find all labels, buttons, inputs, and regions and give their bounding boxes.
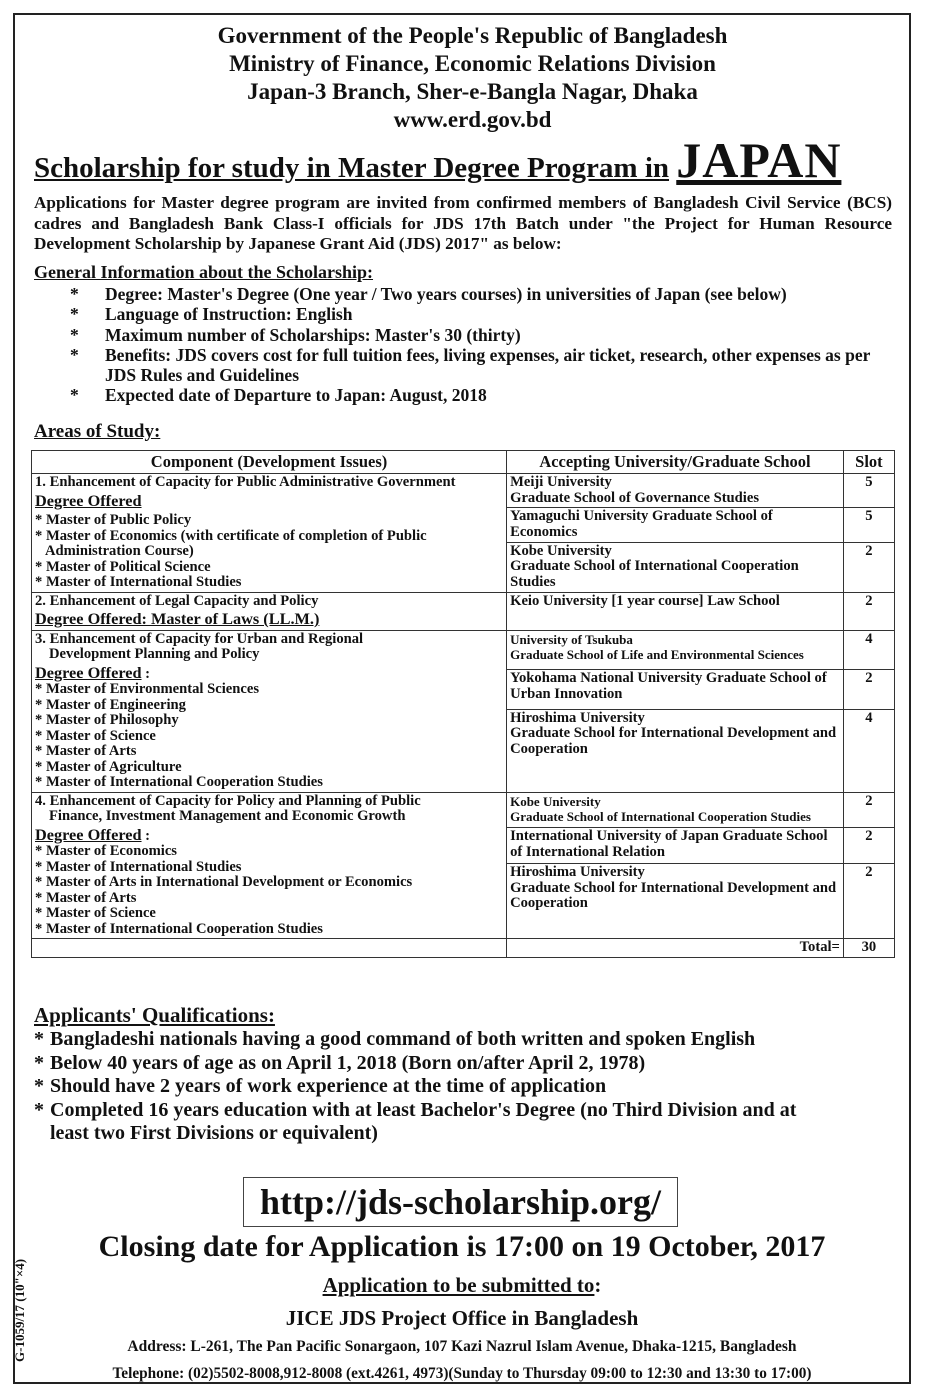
qualifications-list — [34, 1028, 894, 1146]
header-line-2: Ministry of Finance, Economic Relations Division — [229, 51, 716, 76]
total-label: Total= — [507, 939, 844, 958]
side-code: G-1059/17 (10"×4) — [12, 1258, 27, 1362]
component-title: 3. Enhancement of Capacity for Urban and Regional — [35, 630, 364, 647]
list-item: * Expected date of Departure to Japan: August, 2018 — [34, 385, 894, 405]
column-header: Component (Development Issues) — [32, 451, 507, 474]
qualification-item: Bangladeshi nationals having a good command of both written and spoken English — [50, 1028, 756, 1050]
slot-cell: 4 — [843, 709, 894, 792]
page-title — [34, 131, 894, 189]
degree-item: * Master of Engineering — [35, 696, 186, 713]
list-item: * Maximum number of Scholarships: Master's 30 (thirty) — [34, 325, 894, 345]
degree-item: * Master of Environmental Sciences — [35, 681, 260, 697]
degree-item: * Master of International Studies — [35, 574, 242, 590]
university-cell — [507, 709, 844, 792]
slot-cell: 2 — [843, 670, 894, 710]
component-title: 1. Enhancement of Capacity for Public Administrative Government — [35, 474, 456, 490]
intro-paragraph: Applications for Master degree program are invited from confirmed members of Bangladesh Civil Service (BCS) cadres and Bangladesh Bank Class-I officials for JDS 17th Batch under "the Project for Human Resource Development Scholarship by Japanese Grant Aid (JDS) 2017" as below: — [34, 193, 892, 253]
university-cell — [507, 670, 844, 710]
list-item: * Should have 2 years of work experience at the time of application — [34, 1075, 607, 1097]
general-list — [34, 284, 894, 406]
degree-label: Degree Offered — [35, 490, 142, 510]
degree-item: * Master of Arts — [35, 889, 137, 906]
degree-item: * Master of Science — [35, 905, 156, 921]
component-cell: 4. Enhancement of Capacity for Policy and Planning of Public Finance, Investment Management and Economic Growth Degree Offered : * Master of Economics * Master of International Studies * Master of Arts in International Development or Economics * Master of Arts * Master of Science * Master of International Cooperation Studies — [32, 792, 507, 939]
office-name: JICE JDS Project Office in Bangladesh — [285, 1306, 639, 1330]
component-cell — [32, 592, 507, 630]
degree-item: * Master of Science — [35, 727, 156, 744]
university-name: University of Tsukuba — [510, 631, 633, 647]
university-name: Hiroshima University — [510, 709, 645, 726]
qualification-item: Should have 2 years of work experience at the time of application — [50, 1075, 607, 1097]
school-name: Graduate School for International Development and Cooperation — [510, 879, 837, 911]
table-header-row — [32, 451, 895, 474]
degree-item: * Master of Economics — [35, 843, 177, 859]
total-row — [32, 939, 895, 958]
degree-item: * Master of Agriculture — [35, 758, 182, 775]
university-cell — [507, 792, 844, 828]
areas-table — [31, 450, 895, 958]
component-title-cont: Finance, Investment Management and Economic Growth — [49, 808, 406, 824]
school-name: Graduate School of Life and Environmental Sciences — [510, 647, 804, 662]
university-name: Hiroshima University — [510, 864, 645, 880]
degree-item: * Master of Political Science — [35, 558, 211, 575]
slot-cell: 2 — [843, 592, 894, 630]
slot-cell: 5 — [843, 508, 894, 542]
header-website: www.erd.gov.bd — [393, 107, 552, 132]
list-item: * Bangladeshi nationals having a good command of both written and spoken English — [34, 1028, 756, 1050]
university-name: Yamaguchi University Graduate School of Economics — [510, 508, 773, 540]
school-name: Graduate School of International Cooperation Studies — [510, 558, 799, 590]
university-cell — [507, 828, 844, 864]
general-heading-text: General Information about the Scholarship — [34, 262, 368, 282]
list-item: * Language of Instruction: English — [34, 304, 894, 324]
slot-cell: 4 — [843, 630, 894, 670]
component-title-cont: Development Planning and Policy — [49, 646, 260, 662]
component-title: 2. Enhancement of Legal Capacity and Policy — [35, 592, 319, 609]
degree-item: * Master of International Cooperation Studies — [35, 920, 323, 937]
qualifications-heading-text: Applicants' Qualifications — [34, 1003, 268, 1027]
table-row — [32, 592, 895, 630]
list-item: * Completed 16 years education with at least Bachelor's Degree (no Third Division and at least two First Divisions or equivalent) — [34, 1099, 894, 1146]
university-name: Kobe University — [510, 542, 612, 559]
component-cell — [32, 474, 507, 593]
general-item: Maximum number of Scholarships: Master's 30 (thirty) — [105, 324, 521, 345]
degree-item: * Master of Public Policy — [35, 512, 192, 528]
list-item: * Below 40 years of age as on April 1, 2018 (Born on/after April 2, 1978) — [34, 1051, 646, 1074]
general-heading: General Information about the Scholarship: — [34, 262, 374, 282]
qualifications — [34, 1003, 894, 1146]
school-name: Graduate School of International Cooperation Studies — [510, 809, 811, 824]
school-name: Graduate School of Governance Studies — [510, 489, 759, 506]
degree-item: * Master of International Studies — [35, 858, 242, 875]
general-item: Expected date of Departure to Japan: August, 2018 — [105, 385, 487, 406]
total-value: 30 — [843, 939, 894, 958]
university-cell — [507, 630, 844, 670]
general-item: Degree: Master's Degree (One year / Two years courses) in universities of Japan (see below) — [105, 284, 787, 304]
slot-cell: 5 — [843, 474, 894, 508]
degree-item: * Master of Philosophy — [35, 712, 179, 728]
degree-label: Degree Offered — [35, 824, 142, 844]
header — [0, 22, 945, 134]
degree-label: Degree Offered — [35, 662, 142, 682]
header-line-3: Japan-3 Branch, Sher-e-Bangla Nagar, Dhaka — [247, 79, 698, 104]
qualifications-heading: Applicants' Qualifications: — [34, 1003, 275, 1027]
university-cell — [507, 864, 844, 939]
column-header: Slot — [843, 451, 894, 474]
column-header: Accepting University/Graduate School — [507, 451, 844, 474]
submit-heading: Application to be submitted to: — [322, 1273, 602, 1297]
list-item: * Degree: Master's Degree (One year / Two years courses) in universities of Japan (see below) — [34, 284, 894, 304]
table-row — [32, 630, 895, 670]
table-row — [32, 474, 895, 508]
degree-label: Degree Offered: Master of Laws (LL.M.) — [35, 609, 320, 628]
office-address: Address: L-261, The Pan Pacific Sonargaon, 107 Kazi Nazrul Islam Avenue, Dhaka-1215, Bangladesh — [127, 1338, 797, 1355]
submit-heading-text: Application to be submitted to — [322, 1273, 595, 1297]
qualification-item: Completed 16 years education with at least Bachelor's Degree (no Third Division and at least two First Divisions or equivalent) — [50, 1098, 797, 1144]
areas-heading: Areas of Study: — [34, 421, 161, 442]
office-phone: Telephone: (02)5502-8008,912-8008 (ext.4261, 4973)(Sunday to Thursday 09:00 to 12:30 and 13:30 to 17:00) — [112, 1365, 812, 1382]
degree-item: * Master of Arts in International Development or Economics — [35, 874, 413, 890]
empty-cell — [32, 939, 507, 958]
areas-heading-text: Areas of Study — [34, 421, 154, 442]
university-name: Kobe University — [510, 793, 601, 809]
qualification-item: Below 40 years of age as on April 1, 2018 (Born on/after April 2, 1978) — [50, 1051, 646, 1074]
university-name: Meiji University — [510, 474, 612, 490]
degree-item: * Master of International Cooperation Studies — [35, 774, 323, 790]
university-cell — [507, 474, 844, 508]
closing-date: Closing date for Application is 17:00 on 19 October, 2017 — [98, 1230, 826, 1263]
slot-cell: 2 — [843, 792, 894, 828]
component-cell: 3. Enhancement of Capacity for Urban and Regional Development Planning and Policy Degree Offered : * Master of Environmental Sciences * Master of Engineering * Master of Philosophy * Master of Science * Master of Arts * Master of Agriculture * Master of International Cooperation Studies — [32, 630, 507, 792]
university-cell — [507, 592, 844, 630]
table-row — [32, 792, 895, 828]
slot-cell: 2 — [843, 542, 894, 592]
university-name: International University of Japan Graduate School of International Relation — [510, 828, 828, 860]
general-item: Benefits: JDS covers cost for full tuition fees, living expenses, air ticket, research, other expenses as per JDS Rules and Guidelines — [105, 344, 871, 386]
school-name: Graduate School for International Development and Cooperation — [510, 725, 837, 757]
slot-cell: 2 — [843, 864, 894, 939]
university-name: Yokohama National University Graduate School of Urban Innovation — [510, 670, 827, 702]
slot-cell: 2 — [843, 828, 894, 864]
university-cell — [507, 508, 844, 542]
degree-item: * Master of Arts — [35, 743, 137, 759]
title-main: Scholarship for study in Master Degree Program in — [34, 152, 670, 184]
university-name: Keio University [1 year course] Law School — [510, 592, 780, 609]
header-line-1: Government of the People's Republic of Bangladesh — [217, 23, 728, 48]
title-country: JAPAN — [676, 132, 842, 188]
general-item: Language of Instruction: English — [105, 304, 353, 325]
website-link[interactable]: http://jds-scholarship.org/ — [243, 1177, 678, 1227]
degree-item: * Master of Economics (with certificate of completion of Public Administration Course) — [35, 527, 427, 559]
university-cell — [507, 542, 844, 592]
component-title: 4. Enhancement of Capacity for Policy and Planning of Public — [35, 792, 421, 809]
list-item: * Benefits: JDS covers cost for full tuition fees, living expenses, air ticket, research, other expenses as per JDS Rules and Guidelines — [34, 345, 894, 386]
